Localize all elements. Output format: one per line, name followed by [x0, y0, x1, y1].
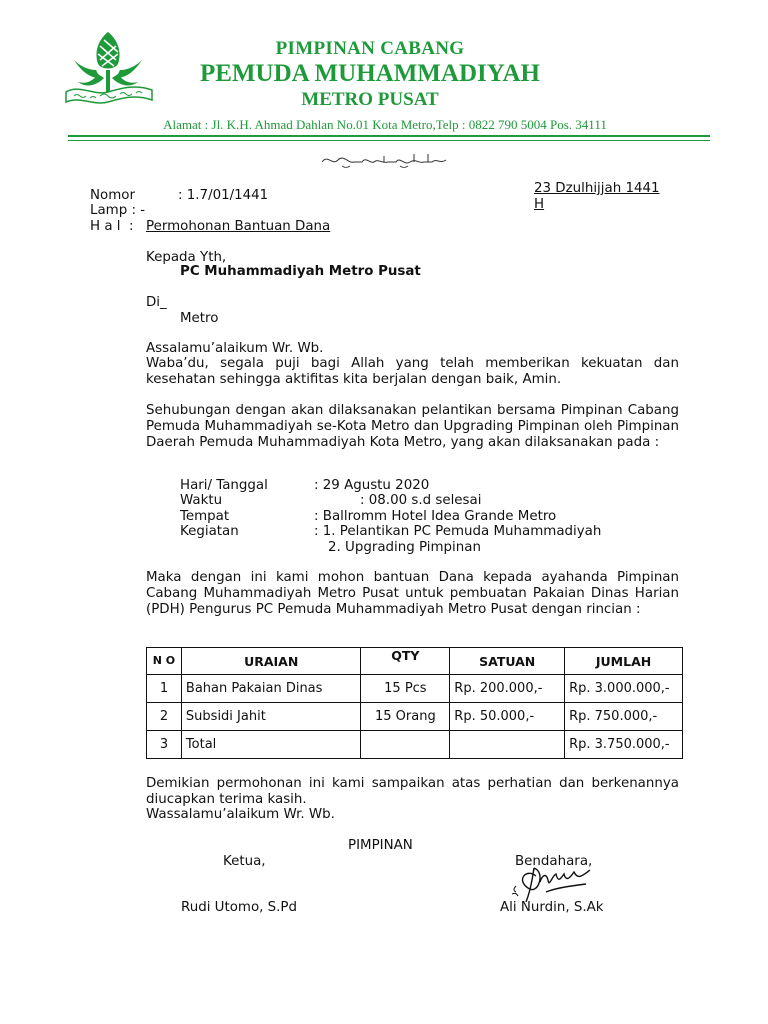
paragraph-event: Sehubungan dengan akan dilaksanakan pelantikan bersama Pimpinan Cabang Pemuda Muhammadiyah se-Kota Metro dan Upgrading Pimpinan oleh Pimpinan Daerah Pemuda Muhammadiyah Kota Metro, yang akan dilaksanakan pada :	[146, 403, 679, 450]
cell-uraian: Subsidi Jahit	[181, 703, 361, 731]
event-place-label: Tempat	[180, 509, 230, 524]
event-date-label: Hari/ Tanggal	[180, 478, 268, 493]
table-row	[147, 731, 683, 759]
cell-satuan: Rp. 50.000,-	[450, 703, 565, 731]
event-activity-value2: 2. Upgrading Pimpinan	[328, 540, 481, 555]
table-header-row	[147, 648, 683, 675]
cell-no: 2	[147, 703, 182, 731]
paragraph-closing: Demikian permohonan ini kami sampaikan atas perhatian dan berkenannya diucapkan terima kasih.	[146, 776, 679, 807]
letterhead-rule-thin	[68, 140, 710, 141]
detail-table	[146, 647, 683, 759]
cell-jumlah: Rp. 750.000,-	[565, 703, 683, 731]
cell-no: 1	[147, 675, 182, 703]
header-uraian: URAIAN	[181, 648, 361, 675]
hal-label: H a l :	[90, 219, 134, 234]
cell-satuan: Rp. 200.000,-	[450, 675, 565, 703]
letterhead-line3: METRO PUSAT	[301, 89, 439, 110]
cell-no: 3	[147, 731, 182, 759]
event-date-value: : 29 Agustu 2020	[314, 478, 430, 493]
letterhead-address: Alamat : Jl. K.H. Ahmad Dahlan No.01 Kota Metro,Telp : 0822 790 5004 Pos. 34111	[163, 117, 607, 132]
event-activity-label: Kegiatan	[180, 524, 239, 539]
recipient-city: Metro	[180, 311, 219, 326]
signature-right-name: Ali Nurdin, S.Ak	[500, 900, 604, 915]
header-no: N O	[147, 648, 182, 675]
event-time-value: : 08.00 s.d selesai	[360, 493, 482, 508]
closing-greeting: Wassalamu’alaikum Wr. Wb.	[146, 807, 335, 822]
cell-qty: 15 Pcs	[361, 675, 450, 703]
lamp-label: Lamp : -	[90, 203, 146, 218]
nomor-label: Nomor	[90, 188, 135, 203]
cell-satuan	[450, 731, 565, 759]
paragraph-request: Maka dengan ini kami mohon bantuan Dana kepada ayahanda Pimpinan Cabang Muhammadiyah Metro Pusat untuk pembuatan Pakaian Dinas Harian (PDH) Pengurus PC Pemuda Muhammadiyah Metro Pusat dengan rincian :	[146, 570, 679, 617]
event-place-value: : Ballromm Hotel Idea Grande Metro	[314, 509, 557, 524]
signature-left-role: Ketua,	[223, 854, 266, 869]
event-activity-value1: : 1. Pelantikan PC Pemuda Muhammadiyah	[314, 524, 602, 539]
cell-jumlah: Rp. 3.000.000,-	[565, 675, 683, 703]
cell-qty: 15 Orang	[361, 703, 450, 731]
signature-right-role: Bendahara,	[515, 854, 593, 869]
header-satuan: SATUAN	[450, 648, 565, 675]
recipient-di: Di_	[146, 295, 167, 310]
nomor-value: : 1.7/01/1441	[178, 188, 269, 203]
date-line1: 23 Dzulhijjah 1441	[534, 181, 660, 196]
cell-uraian: Total	[181, 731, 361, 759]
header-jumlah: JUMLAH	[565, 648, 683, 675]
signature-title: PIMPINAN	[348, 838, 413, 853]
table-row	[147, 675, 683, 703]
letterhead-rule-thick	[68, 135, 710, 137]
hal-value: Permohonan Bantuan Dana	[146, 219, 331, 234]
letterhead-line2: PEMUDA MUHAMMADIYAH	[199, 60, 540, 87]
paragraph-intro: Waba’du, segala puji bagi Allah yang telah memberikan kekuatan dan kesehatan sehingga aktifitas kita berjalan dengan baik, Amin.	[146, 356, 679, 387]
basmalah-calligraphy	[318, 150, 452, 170]
signature-left-name: Rudi Utomo, S.Pd	[181, 900, 297, 915]
cell-qty	[361, 731, 450, 759]
header-qty: QTY	[361, 648, 450, 675]
recipient-salutation: Kepada Yth,	[146, 250, 227, 265]
letterhead-line1: PIMPINAN CABANG	[275, 38, 465, 59]
table-row	[147, 703, 683, 731]
cell-jumlah: Rp. 3.750.000,-	[565, 731, 683, 759]
event-time-label: Waktu	[180, 493, 223, 508]
greeting: Assalamu’alaikum Wr. Wb.	[146, 341, 324, 356]
cell-uraian: Bahan Pakaian Dinas	[181, 675, 361, 703]
date-line2: H	[534, 197, 545, 212]
recipient-name: PC Muhammadiyah Metro Pusat	[180, 264, 421, 279]
